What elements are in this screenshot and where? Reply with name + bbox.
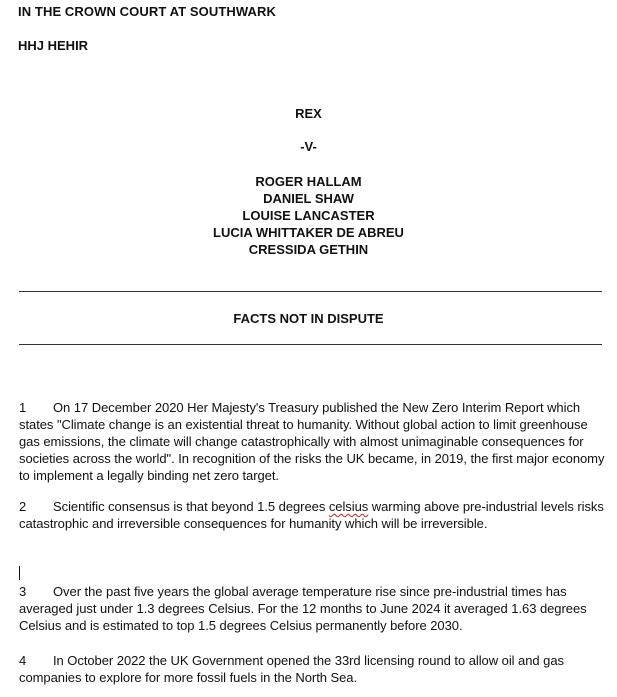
defendant-name: ROGER HALLAM — [255, 174, 362, 189]
court-name: IN THE CROWN COURT AT SOUTHWARK — [18, 4, 277, 19]
paragraph-number: 2 — [19, 499, 27, 514]
defendants-list — [0, 173, 617, 258]
defendant-name: DANIEL SHAW — [263, 191, 354, 206]
paragraph-number: 4 — [19, 653, 27, 668]
paragraph-text[interactable]: On 17 December 2020 Her Majesty's Treasury published the New Zero Interim Report which states "Climate change is an existential threat to humanity. Without global action to limit greenhouse gas emissions, the climate will change catastrophically with almost unimaginable consequences for societies across the world". In recognition of the risks the UK became, in 2019, the first major economy to implement a legally binding net zero target. — [19, 400, 605, 483]
paragraph-text[interactable]: Over the past five years the global average temperature rise since pre-industrial times has averaged just under 1.3 degrees Celsius. For the 12 months to June 2024 it averaged 1.63 degrees Celsius and is estimated to top 1.5 degrees Celsius permanently before 2030. — [19, 584, 587, 633]
paragraph-number: 3 — [19, 584, 27, 599]
paragraph-number: 1 — [19, 400, 27, 415]
section-divider-top — [19, 291, 602, 292]
text-cursor — [19, 566, 20, 580]
paragraph-text[interactable]: warming above pre-industrial levels risks catastrophic and irreversible consequences for humanity which will be irreversible. — [19, 499, 604, 531]
defendant-name: LOUISE LANCASTER — [242, 208, 375, 223]
paragraph-1[interactable] — [19, 399, 605, 484]
defendant-name: LUCIA WHITTAKER DE ABREU — [213, 225, 404, 240]
paragraph-text[interactable]: In October 2022 the UK Government opened the 33rd licensing round to allow oil and gas companies to explore for more fossil fuels in the North Sea. — [19, 653, 564, 685]
paragraph-3[interactable] — [19, 583, 605, 634]
section-title: FACTS NOT IN DISPUTE — [233, 311, 384, 326]
section-divider-bottom — [19, 344, 602, 345]
defendant-name: CRESSIDA GETHIN — [248, 242, 369, 257]
judge-name: HHJ HEHIR — [18, 38, 89, 53]
versus-label: -V- — [300, 139, 317, 154]
prosecution-name: REX — [295, 106, 322, 121]
spellcheck-flagged-word[interactable]: celsius — [328, 499, 369, 514]
paragraph-4[interactable] — [19, 652, 605, 686]
paragraph-2[interactable] — [19, 498, 605, 532]
paragraph-text[interactable]: Scientific consensus is that beyond 1.5 degrees — [53, 499, 329, 514]
